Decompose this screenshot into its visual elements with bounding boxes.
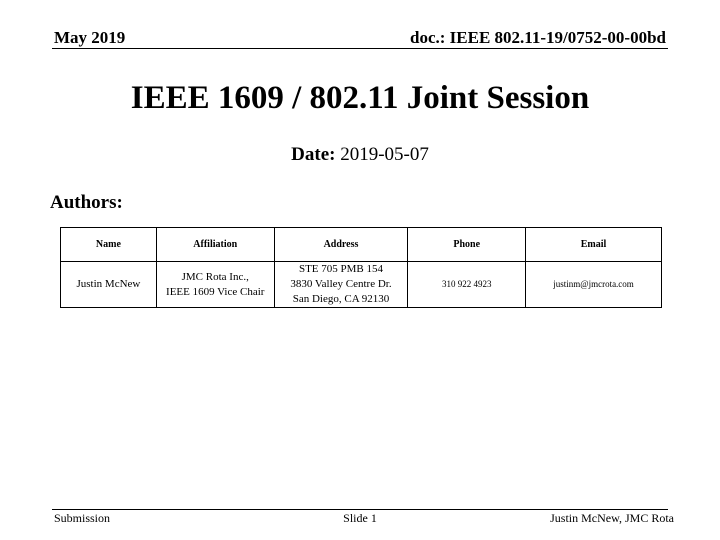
- author-name: Justin McNew: [61, 262, 157, 308]
- authors-table: [60, 227, 662, 308]
- table-row: [61, 262, 662, 308]
- column-header-name: Name: [61, 228, 157, 262]
- footer-submission: Submission: [54, 511, 111, 525]
- header-rule: [52, 48, 668, 49]
- author-affiliation: [156, 262, 274, 308]
- column-header-address: Address: [274, 228, 408, 262]
- slide-title: IEEE 1609 / 802.11 Joint Session: [130, 80, 590, 116]
- footer-author: Justin McNew, JMC Rota: [550, 511, 674, 525]
- column-header-phone: Phone: [408, 228, 526, 262]
- column-header-affiliation: Affiliation: [156, 228, 274, 262]
- affiliation-line: JMC Rota Inc.,: [181, 270, 249, 283]
- author-phone: 310 922 4923: [408, 262, 526, 308]
- address-line: STE 705 PMB 154: [298, 263, 384, 275]
- date-line: [0, 144, 720, 166]
- header-date: May 2019: [54, 28, 126, 47]
- authors-label: Authors:: [50, 192, 123, 213]
- footer-rule: [52, 509, 668, 510]
- address-line: San Diego, CA 92130: [292, 293, 390, 305]
- address-line: 3830 Valley Centre Dr.: [290, 278, 392, 290]
- header-doc-number: doc.: IEEE 802.11-19/0752-00-00bd: [410, 28, 666, 47]
- date-label: Date:: [291, 144, 336, 165]
- author-address: [274, 262, 408, 308]
- table-header-row: [61, 228, 662, 262]
- author-email: justinm@jmcrota.com: [526, 262, 662, 308]
- affiliation-line: IEEE 1609 Vice Chair: [166, 285, 265, 298]
- date-value: 2019-05-07: [340, 144, 429, 165]
- footer-slide-number: Slide 1: [343, 511, 377, 525]
- column-header-email: Email: [526, 228, 662, 262]
